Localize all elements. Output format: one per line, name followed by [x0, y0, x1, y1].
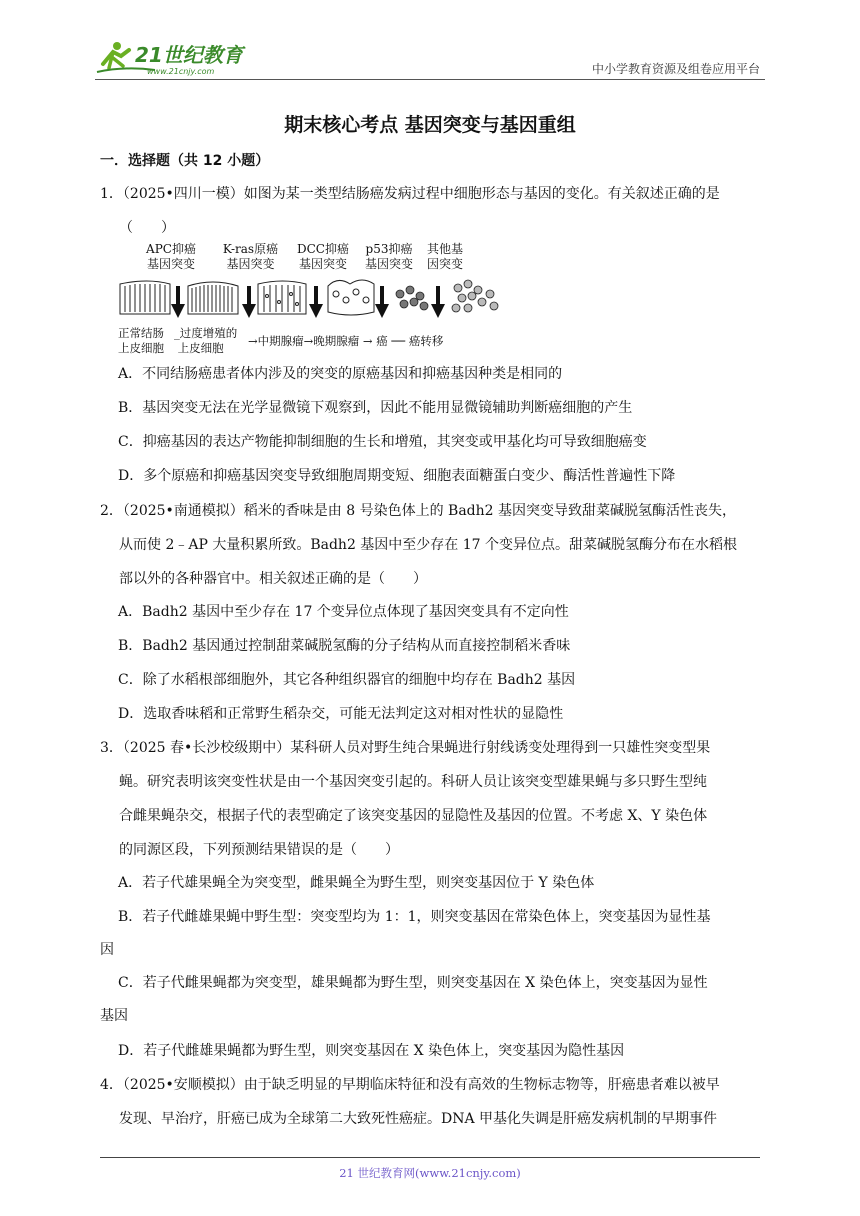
question-1-line-2: （ ） — [119, 220, 175, 236]
figure-label-apc-line2: 基因突变 — [146, 257, 195, 271]
question-3-line-4: 的同源区段，下列预测结果错误的是（ ） — [119, 842, 399, 858]
figure-label-dcc — [288, 242, 358, 272]
colon-cancer-figure — [118, 242, 518, 360]
question-3-option-b-line1: B．若子代雌雄果蝇中野生型：突变型均为 1：1，则突变基因在常染色体上，突变基因为显性基 — [118, 909, 711, 925]
figure-label-p53-line2: 基因突变 — [364, 257, 413, 271]
metastasis-drawing — [452, 280, 498, 312]
carcinoma-drawing — [396, 286, 428, 310]
footer-text: 21 世纪教育网(www.21cnjy.com) — [339, 1166, 521, 1180]
figure-label-dcc-line1: DCC抑癌 — [297, 242, 349, 256]
down-arrow-icon — [309, 286, 323, 318]
down-arrow-icon — [171, 286, 185, 318]
question-2-option-b: B．Badh2 基因通过控制甜菜碱脱氢酶的分子结构从而直接控制稻米香味 — [118, 638, 571, 654]
question-2-option-d: D．选取香味稻和正常野生稻杂交，可能无法判定这对相对性状的显隐性 — [118, 706, 564, 722]
question-4-stem — [100, 1068, 765, 1136]
figure-label-other-line1: 其他基 — [426, 242, 463, 256]
question-4-line-2: 发现、早治疗，肝癌已成为全球第二大致死性癌症。DNA 甲基化失调是肝癌发病机制的早期事件 — [119, 1111, 718, 1127]
early-adenoma-drawing — [258, 281, 306, 314]
section-heading: 一．选择题（共 12 小题） — [100, 153, 270, 169]
svg-text:www.21cnjy.com: www.21cnjy.com — [147, 67, 215, 76]
svg-text:21世纪教育: 21世纪教育 — [135, 43, 243, 67]
question-2-stem — [100, 494, 765, 596]
figure-label-kras-line1: K-ras原癌 — [222, 242, 279, 256]
question-4-line-1: 4．（2025•安顺模拟）由于缺乏明显的早期临床特征和没有高效的生物标志物等，肝癌患者难以被早 — [100, 1077, 720, 1093]
figure-label-p53-line1: p53抑癌 — [365, 242, 413, 256]
question-1-line-1: 1．（2025•四川一模）如图为某一类型结肠癌发病过程中细胞形态与基因的变化。有关叙述正确的是 — [100, 186, 720, 202]
normal-epithelium-drawing — [120, 281, 170, 314]
page-title: 期末核心考点 基因突变与基因重组 — [284, 114, 576, 136]
question-2-line-1: 2．（2025•南通模拟）稻米的香味是由 8 号染色体上的 Badh2 基因突变导致甜菜碱脱氢酶活性丧失， — [100, 503, 737, 519]
question-3-option-c-line2: 基因 — [100, 1008, 128, 1024]
question-3-option-b-line2: 因 — [100, 942, 114, 958]
header-divider — [95, 79, 765, 80]
figure-label-dcc-line2: 基因突变 — [298, 257, 347, 271]
question-2-option-c: C．除了水稻根部细胞外，其它各种组织器官的细胞中均存在 Badh2 基因 — [118, 672, 576, 688]
figure-label-kras — [213, 242, 288, 272]
question-3-line-1: 3．（2025 春•长沙校级期中）某科研人员对野生纯合果蝇进行射线诱变处理得到一只雄性突变型果 — [100, 740, 711, 756]
down-arrow-icon — [242, 286, 256, 318]
figure-stage-progression: →中期腺瘤→晚期腺瘤 → 癌 ── 癌转移 — [248, 334, 444, 348]
question-2-option-a: A．Badh2 基因中至少存在 17 个变异位点体现了基因突变具有不定向性 — [118, 604, 569, 620]
question-1-option-d: D．多个原癌和抑癌基因突变导致细胞周期变短、细胞表面糖蛋白变少、酶活性普遍性下降 — [118, 468, 676, 484]
question-2-line-3: 部以外的各种器官中。相关叙述正确的是（ ） — [119, 571, 427, 587]
figure-stage-normal-line2: 上皮细胞 — [118, 341, 164, 355]
figure-stage-normal — [118, 326, 164, 356]
question-3-option-d: D．若子代雌雄果蝇都为野生型，则突变基因在 X 染色体上，突变基因为隐性基因 — [118, 1043, 625, 1059]
question-3-option-c-line1: C．若子代雌果蝇都为突变型，雄果蝇都为野生型，则突变基因在 X 染色体上，突变基因为显性 — [118, 975, 708, 991]
hyperplasia-drawing — [188, 282, 238, 314]
figure-stage-hyperplasia-line2: 上皮细胞 — [174, 341, 224, 355]
cell-progression-diagram — [118, 276, 518, 326]
question-1-option-b: B．基因突变无法在光学显微镜下观察到，因此不能用显微镜辅助判断癌细胞的产生 — [118, 400, 633, 416]
figure-label-apc-line1: APC抑癌 — [146, 242, 196, 256]
footer-divider — [100, 1157, 760, 1158]
figure-label-apc — [136, 242, 206, 272]
figure-label-p53 — [358, 242, 420, 272]
figure-stage-normal-line1: 正常结肠 — [118, 326, 164, 340]
question-2-line-2: 从而使 2﹣AP 大量积累所致。Badh2 基因中至少存在 17 个变异位点。甜菜碱脱氢酶分布在水稻根 — [119, 537, 738, 553]
question-3-option-a: A．若子代雄果蝇全为突变型，雌果蝇全为野生型，则突变基因位于 Y 染色体 — [118, 875, 595, 891]
question-3-line-2: 蝇。研究表明该突变性状是由一个基因突变引起的。科研人员让该突变型雄果蝇与多只野生型纯 — [119, 774, 707, 790]
figure-stage-hyperplasia — [174, 326, 237, 356]
figure-label-other — [420, 242, 470, 272]
platform-name: 中小学教育资源及组卷应用平台 — [591, 62, 760, 76]
question-1-option-a: A．不同结肠癌患者体内涉及的突变的原癌基因和抑癌基因种类是相同的 — [118, 366, 563, 382]
question-1-stem — [100, 177, 765, 245]
late-adenoma-drawing — [328, 280, 374, 315]
question-1-option-c: C．抑癌基因的表达产物能抑制细胞的生长和增殖，其突变或甲基化均可导致细胞癌变 — [118, 434, 647, 450]
question-3-line-3: 合雌果蝇杂交，根据子代的表型确定了该突变基因的显隐性及基因的位置。不考虑 X、Y 染色体 — [119, 808, 708, 824]
site-logo — [95, 38, 265, 78]
down-arrow-icon — [375, 286, 389, 318]
question-3-stem — [100, 731, 765, 867]
figure-label-kras-line2: 基因突变 — [226, 257, 275, 271]
figure-stage-hyperplasia-line1: _过度增殖的 — [174, 326, 238, 340]
figure-label-other-line2: 因突变 — [426, 257, 463, 271]
down-arrow-icon — [431, 286, 445, 318]
